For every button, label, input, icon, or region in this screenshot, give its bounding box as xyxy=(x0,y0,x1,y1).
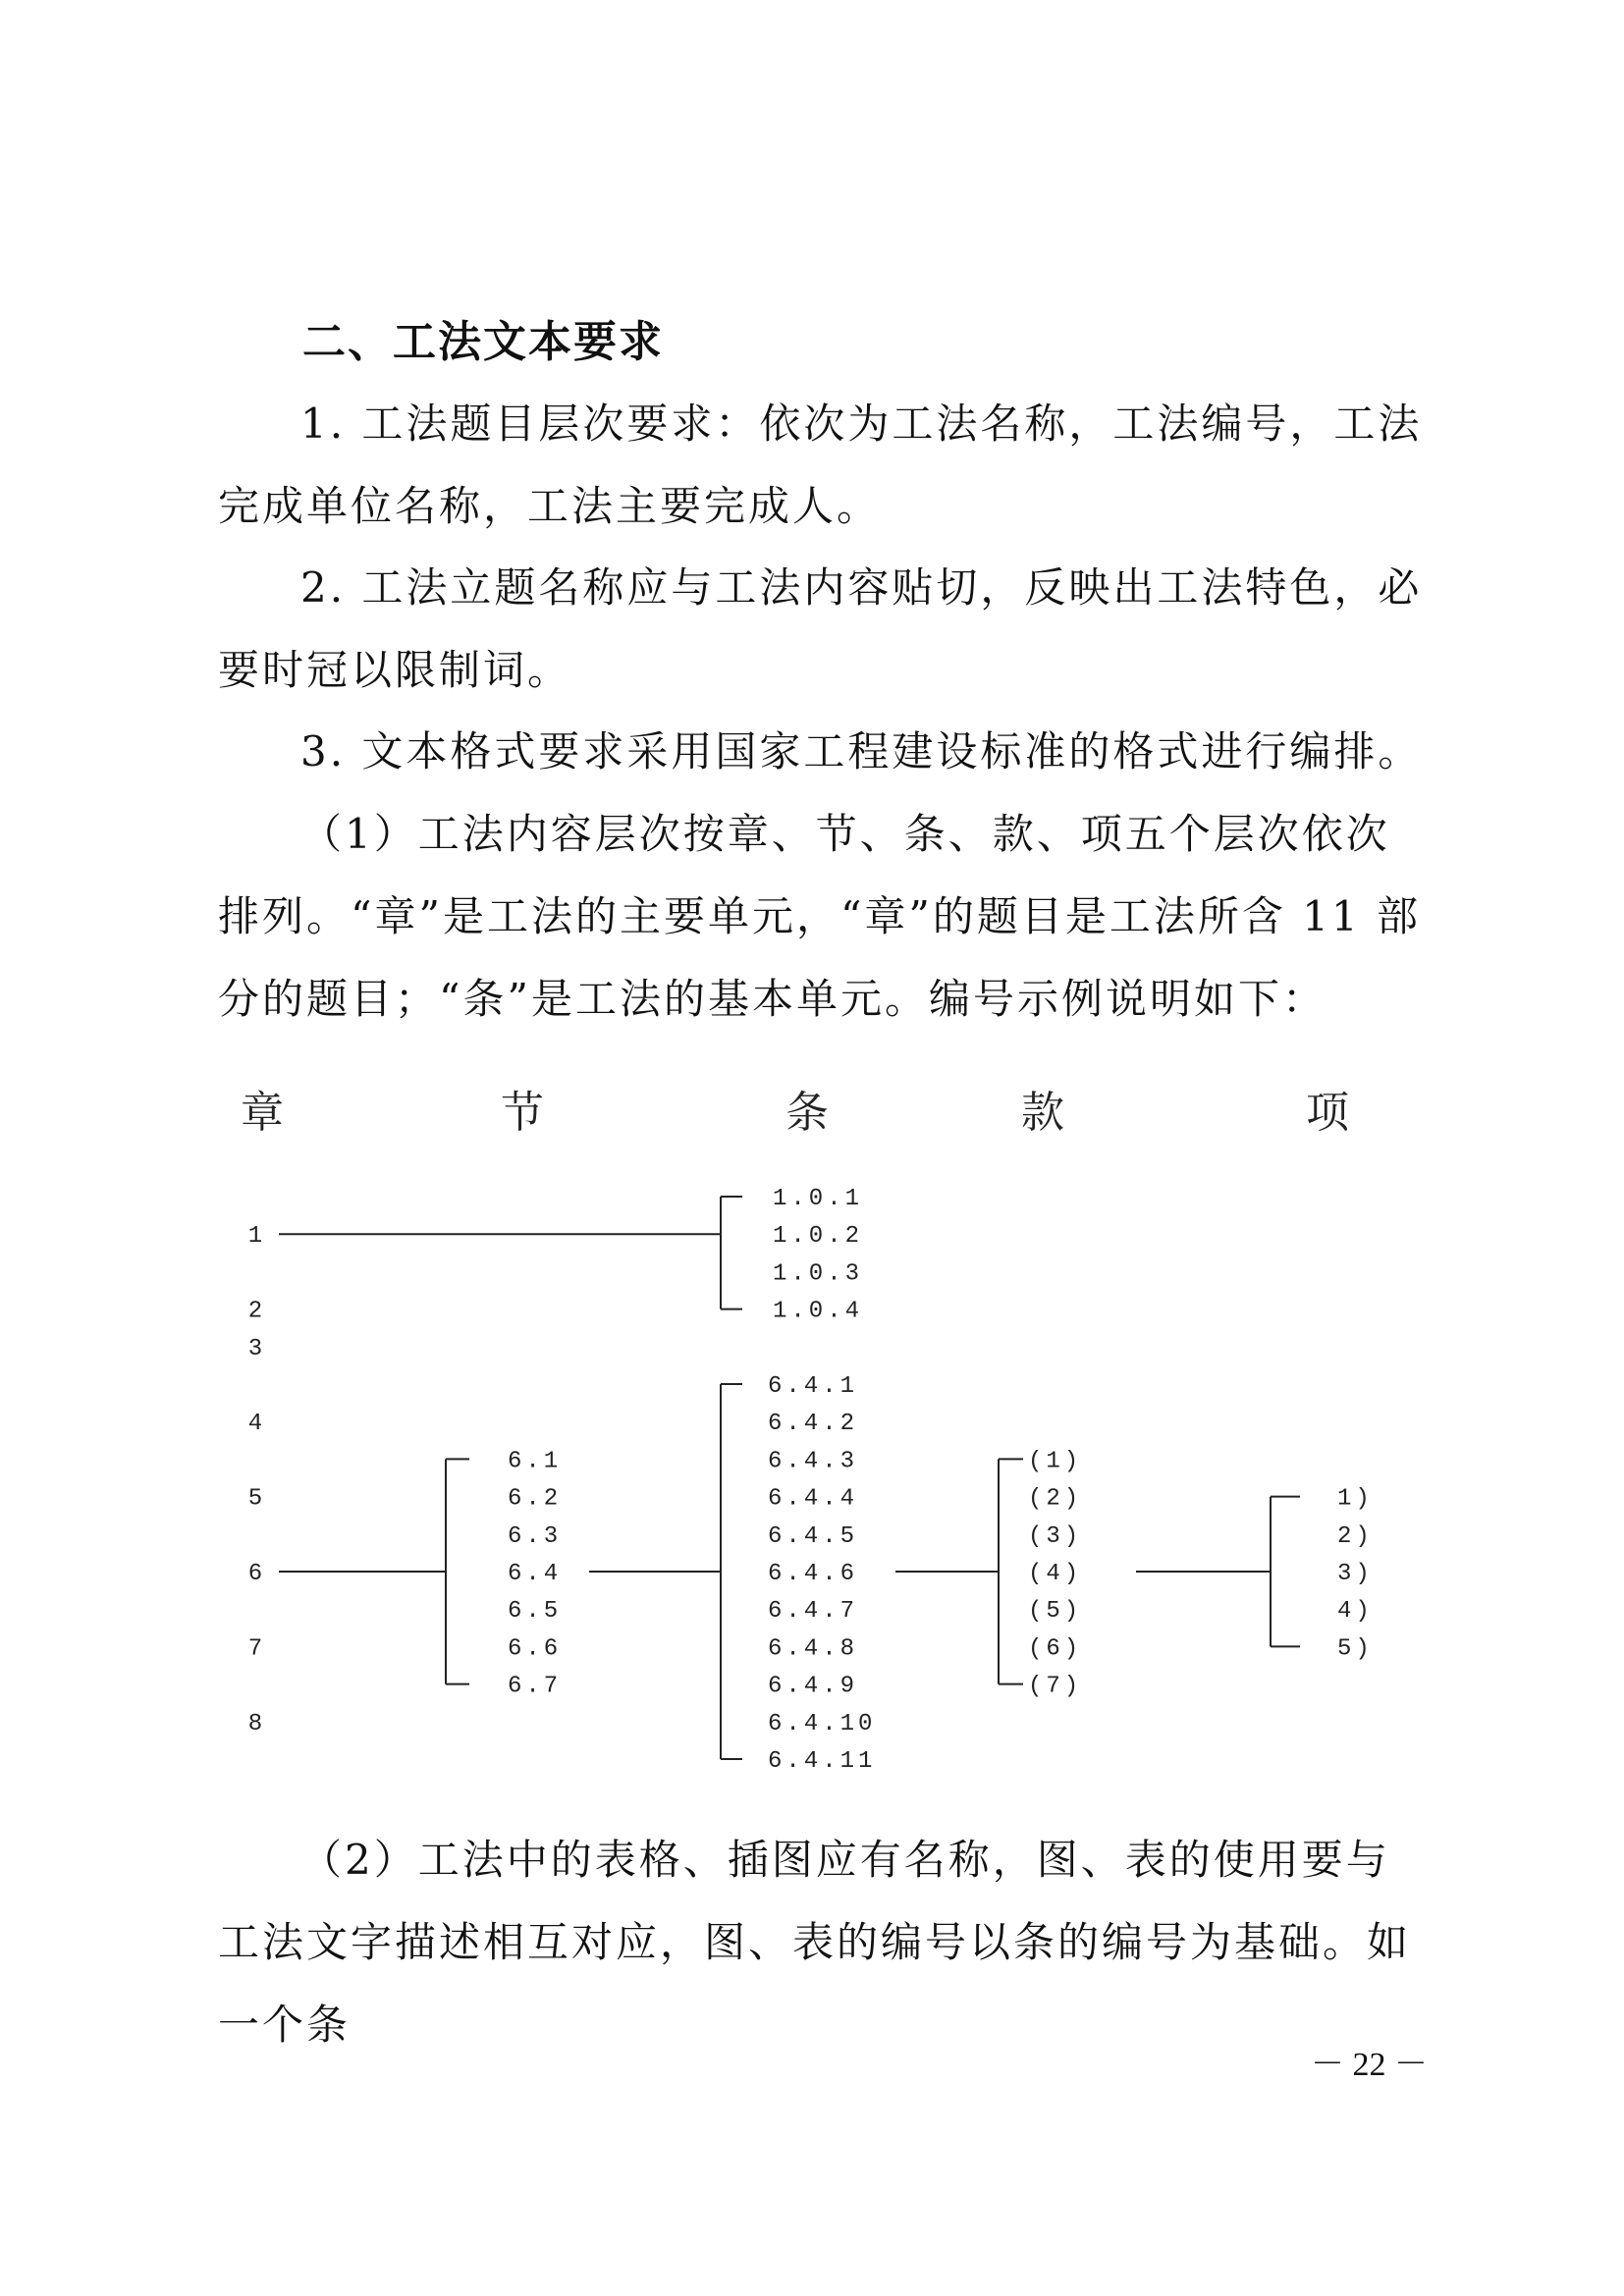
item-number: 2) xyxy=(1337,1522,1374,1550)
section-number: 6.4 xyxy=(508,1561,563,1587)
paragraph-text: 1. 工法题目层次要求：依次为工法名称，工法编号，工法完成单位名称，工法主要完成人。 xyxy=(218,400,1423,530)
chapter-number: 3 xyxy=(247,1335,267,1362)
paragraph-text: （1）工法内容层次按章、节、条、款、项五个层次依次排列。“章”是工法的主要单元，“章”的题目是工法所含 11 部分的题目；“条”是工法的基本单元。编号示例说明如下： xyxy=(218,810,1422,1023)
numbering-hierarchy-diagram xyxy=(218,1070,1435,1777)
article-number: 6.4.8 xyxy=(768,1635,859,1663)
clause-number: (6) xyxy=(1028,1635,1083,1663)
article-number: 1.0.1 xyxy=(773,1186,864,1212)
chapter-number: 5 xyxy=(247,1485,267,1513)
article-number: 6.4.7 xyxy=(768,1598,859,1626)
section-number: 6.2 xyxy=(508,1485,563,1513)
paragraph-format-requirements xyxy=(218,711,1426,793)
section-number: 6.1 xyxy=(508,1448,563,1475)
article-number: 6.4.9 xyxy=(768,1673,859,1700)
article-number: 6.4.1 xyxy=(768,1373,859,1400)
column-header: 章 xyxy=(241,1088,284,1138)
article-number: 1.0.2 xyxy=(773,1223,864,1251)
clause-number: (5) xyxy=(1028,1598,1083,1626)
paragraph-text: （2）工法中的表格、插图应有名称，图、表的使用要与工法文字描述相互对应，图、表的编号以条的编号为基础。如一个条 xyxy=(218,1836,1412,2049)
column-header: 条 xyxy=(785,1088,829,1138)
chapter-number: 4 xyxy=(247,1411,267,1438)
article-number: 6.4.11 xyxy=(768,1748,877,1775)
paragraph-hierarchy-rules xyxy=(218,793,1426,1041)
paragraph-title-requirements xyxy=(218,383,1426,548)
article-number: 6.4.10 xyxy=(768,1710,877,1737)
item-number: 5) xyxy=(1337,1635,1374,1663)
paragraph-text: 2. 工法立题名称应与工法内容贴切，反映出工法特色，必要时冠以限制词。 xyxy=(218,563,1423,694)
item-number: 1) xyxy=(1337,1485,1374,1513)
clause-number: (3) xyxy=(1028,1522,1083,1550)
chapter-number: 6 xyxy=(247,1561,267,1587)
clause-number: (2) xyxy=(1028,1485,1083,1513)
article-number: 6.4.5 xyxy=(768,1522,859,1550)
section-number: 6.5 xyxy=(508,1598,563,1626)
item-number: 3) xyxy=(1337,1561,1374,1587)
chapter-number: 1 xyxy=(247,1223,267,1251)
page-number: － 22 － xyxy=(1311,2047,1428,2083)
section-number: 6.7 xyxy=(508,1673,563,1700)
article-number: 6.4.6 xyxy=(768,1561,859,1587)
column-header: 项 xyxy=(1306,1088,1349,1138)
paragraph-tables-figures xyxy=(218,1819,1426,2066)
chapter-number: 2 xyxy=(247,1298,267,1325)
column-header: 节 xyxy=(501,1088,544,1138)
article-number: 1.0.3 xyxy=(773,1260,864,1288)
article-number: 6.4.4 xyxy=(768,1485,859,1513)
chapter-number: 7 xyxy=(247,1635,267,1663)
clause-number: (7) xyxy=(1028,1673,1083,1700)
article-number: 6.4.3 xyxy=(768,1448,859,1475)
article-number: 6.4.2 xyxy=(768,1411,859,1438)
column-header: 款 xyxy=(1021,1088,1064,1138)
chapter-number: 8 xyxy=(247,1710,267,1737)
article-number: 1.0.4 xyxy=(773,1298,864,1325)
item-number: 4) xyxy=(1337,1598,1374,1626)
clause-number: (1) xyxy=(1028,1448,1083,1475)
section-number: 6.6 xyxy=(508,1635,563,1663)
paragraph-text: 3. 文本格式要求采用国家工程建设标准的格式进行编排。 xyxy=(300,727,1423,775)
section-heading: 二、工法文本要求 xyxy=(302,317,664,367)
clause-number: (4) xyxy=(1028,1561,1083,1587)
paragraph-naming-requirements xyxy=(218,547,1426,712)
section-number: 6.3 xyxy=(508,1522,563,1550)
